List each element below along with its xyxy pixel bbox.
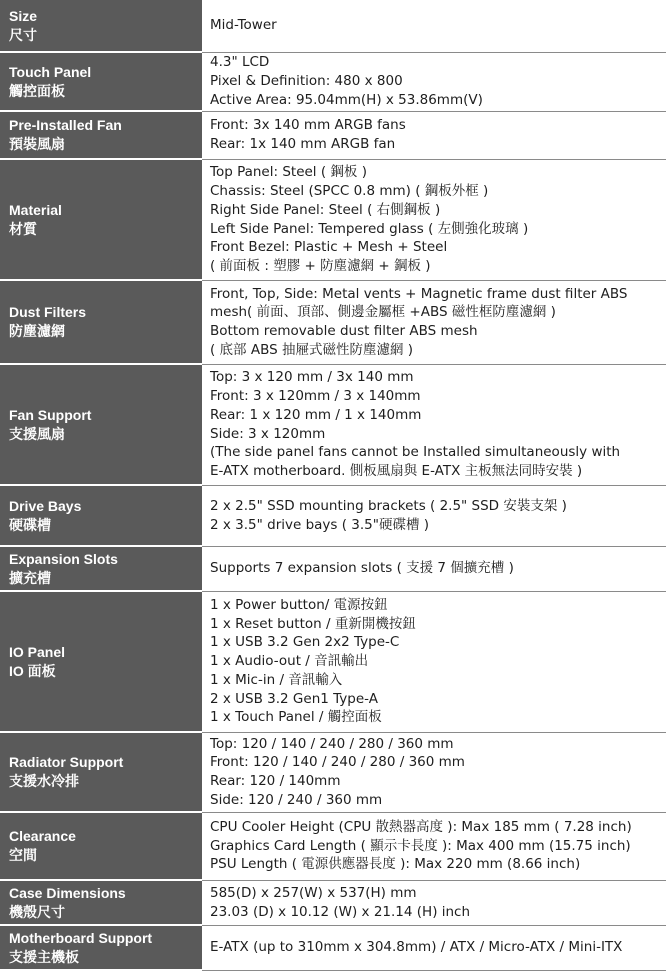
spec-value-line: 4.3" LCD bbox=[210, 54, 270, 71]
spec-label bbox=[0, 52, 202, 111]
spec-value bbox=[202, 925, 666, 970]
spec-value-line: Front: 3x 140 mm ARGB fans bbox=[210, 117, 406, 134]
spec-label-en: Fan Support bbox=[9, 406, 92, 423]
spec-label bbox=[0, 546, 202, 591]
spec-label-en: IO Panel bbox=[9, 643, 66, 660]
spec-label-en: Touch Panel bbox=[9, 63, 92, 80]
spec-value-line: Side: 120 / 240 / 360 mm bbox=[210, 791, 383, 808]
spec-label-zh: 尺寸 bbox=[9, 26, 37, 43]
spec-value-line: (The side panel fans cannot be Installed simultaneously with bbox=[210, 444, 621, 461]
spec-value-line: 2 x 3.5" drive bays ( 3.5"硬碟槽 ) bbox=[210, 516, 430, 533]
spec-value bbox=[202, 546, 666, 591]
spec-label-zh: 預裝風扇 bbox=[9, 136, 65, 152]
spec-label bbox=[0, 591, 202, 732]
spec-value-line: 2 x 2.5" SSD mounting brackets ( 2.5" SSD 安裝支架 ) bbox=[210, 497, 567, 514]
spec-value-line: Supports 7 expansion slots ( 支援 7 個擴充槽 ) bbox=[210, 560, 514, 577]
spec-row-pre-installed-fan bbox=[0, 111, 666, 159]
spec-value-line: 1 x Power button/ 電源按鈕 bbox=[210, 597, 388, 614]
spec-value-line: Side: 3 x 120mm bbox=[210, 425, 326, 442]
spec-value-line: PSU Length ( 電源供應器長度 ): Max 220 mm (8.66 inch) bbox=[210, 856, 581, 873]
spec-value-line: Active Area: 95.04mm(H) x 53.86mm(V) bbox=[210, 91, 483, 108]
spec-value-line: 1 x Mic-in / 音訊輸入 bbox=[210, 671, 343, 688]
spec-label-en: Material bbox=[9, 201, 62, 218]
spec-label-en: Drive Bays bbox=[9, 497, 82, 514]
spec-label bbox=[0, 0, 202, 52]
spec-value-line: Top Panel: Steel ( 鋼板 ) bbox=[210, 164, 367, 181]
spec-row-radiator-support bbox=[0, 732, 666, 812]
spec-value bbox=[202, 52, 666, 111]
spec-value bbox=[202, 732, 666, 812]
spec-value-line: 2 x USB 3.2 Gen1 Type-A bbox=[210, 690, 378, 707]
spec-label bbox=[0, 880, 202, 925]
spec-label-en: Size bbox=[9, 7, 38, 24]
spec-label-zh: 觸控面板 bbox=[9, 82, 65, 99]
spec-value-line: Rear: 1x 140 mm ARGB fan bbox=[210, 136, 396, 152]
spec-value-line: mesh( 前面、頂部、側邊金屬框 +ABS 磁性框防塵濾網 ) bbox=[210, 304, 556, 321]
spec-label-zh: 空間 bbox=[9, 847, 37, 863]
spec-value bbox=[202, 111, 666, 159]
spec-value-line: Pixel & Definition: 480 x 800 bbox=[210, 73, 403, 90]
spec-value-line: Rear: 120 / 140mm bbox=[210, 773, 341, 789]
spec-label-zh: 支援水冷排 bbox=[9, 773, 79, 789]
spec-label bbox=[0, 925, 202, 970]
spec-label-en: Expansion Slots bbox=[9, 550, 118, 567]
spec-value-line: Front: 120 / 140 / 240 / 280 / 360 mm bbox=[210, 754, 465, 771]
spec-value-line: Front: 3 x 120mm / 3 x 140mm bbox=[210, 388, 421, 405]
spec-value-line: 1 x Reset button / 重新開機按鈕 bbox=[210, 615, 416, 632]
spec-value-line: Mid-Tower bbox=[210, 17, 277, 34]
spec-label-en: Case Dimensions bbox=[9, 884, 126, 901]
spec-label-zh: 材質 bbox=[9, 220, 37, 237]
spec-label-en: Dust Filters bbox=[9, 304, 87, 320]
spec-value-line: E-ATX motherboard. 側板風扇與 E-ATX 主板無法同時安裝 ) bbox=[210, 462, 583, 479]
spec-value-line: Front Bezel: Plastic + Mesh + Steel bbox=[210, 239, 448, 256]
spec-value-line: 1 x Audio-out / 音訊輸出 bbox=[210, 653, 369, 670]
spec-label bbox=[0, 732, 202, 812]
spec-value-line: 1 x Touch Panel / 觸控面板 bbox=[210, 709, 382, 726]
spec-row-drive-bays bbox=[0, 485, 666, 546]
spec-label-zh: 機殼尺寸 bbox=[9, 903, 65, 920]
spec-value-line: 1 x USB 3.2 Gen 2x2 Type-C bbox=[210, 634, 400, 651]
spec-label bbox=[0, 485, 202, 546]
spec-row-case-dimensions bbox=[0, 880, 666, 925]
spec-label-zh: 擴充槽 bbox=[9, 569, 51, 586]
spec-row-expansion-slots bbox=[0, 546, 666, 591]
spec-label-zh: IO 面板 bbox=[9, 662, 56, 679]
spec-label-zh: 支援風扇 bbox=[9, 425, 65, 442]
spec-value-line: Chassis: Steel (SPCC 0.8 mm) ( 鋼板外框 ) bbox=[210, 183, 489, 200]
spec-value-line: Bottom removable dust filter ABS mesh bbox=[210, 323, 478, 339]
spec-label bbox=[0, 364, 202, 485]
spec-label-zh: 支援主機板 bbox=[9, 948, 79, 965]
spec-value-line: 23.03 (D) x 10.12 (W) x 21.14 (H) inch bbox=[210, 903, 471, 920]
spec-value-line: ( 前面板 : 塑膠 + 防塵濾網 + 鋼板 ) bbox=[210, 257, 431, 274]
spec-label bbox=[0, 159, 202, 280]
spec-row-material bbox=[0, 159, 666, 280]
spec-value-line: Rear: 1 x 120 mm / 1 x 140mm bbox=[210, 406, 422, 423]
spec-value bbox=[202, 591, 666, 732]
spec-label-en: Pre-Installed Fan bbox=[9, 117, 122, 133]
spec-value-line: Top: 3 x 120 mm / 3x 140 mm bbox=[210, 369, 414, 386]
spec-label-en: Radiator Support bbox=[9, 754, 124, 770]
spec-label-en: Clearance bbox=[9, 828, 76, 844]
spec-value-line: ( 底部 ABS 抽屜式磁性防塵濾網 ) bbox=[210, 341, 414, 358]
spec-row-motherboard-support bbox=[0, 925, 666, 970]
spec-label-en: Motherboard Support bbox=[9, 929, 153, 946]
spec-value-line: Graphics Card Length ( 顯示卡長度 ): Max 400 mm (15.75 inch) bbox=[210, 837, 631, 854]
spec-value-line: 585(D) x 257(W) x 537(H) mm bbox=[210, 884, 417, 901]
spec-value-line: Left Side Panel: Tempered glass ( 左側強化玻璃 ) bbox=[210, 220, 529, 237]
spec-value bbox=[202, 812, 666, 880]
spec-value-line: Top: 120 / 140 / 240 / 280 / 360 mm bbox=[210, 735, 454, 752]
spec-value-line: Front, Top, Side: Metal vents + Magnetic frame dust filter ABS bbox=[210, 285, 628, 302]
spec-row-fan-support bbox=[0, 364, 666, 485]
spec-value-line: CPU Cooler Height (CPU 散熱器高度 ): Max 185 mm ( 7.28 inch) bbox=[210, 818, 632, 835]
spec-row-dust-filters bbox=[0, 280, 666, 364]
spec-value-line: Right Side Panel: Steel ( 右側鋼板 ) bbox=[210, 201, 441, 218]
spec-row-io-panel bbox=[0, 591, 666, 732]
spec-value-line: E-ATX (up to 310mm x 304.8mm) / ATX / Micro-ATX / Mini-ITX bbox=[210, 939, 623, 956]
spec-value bbox=[202, 880, 666, 925]
spec-label-zh: 防塵濾網 bbox=[9, 323, 65, 339]
spec-label bbox=[0, 812, 202, 880]
spec-value bbox=[202, 0, 666, 52]
spec-label-zh: 硬碟槽 bbox=[9, 516, 51, 533]
spec-value bbox=[202, 280, 666, 364]
spec-value bbox=[202, 485, 666, 546]
spec-label bbox=[0, 111, 202, 159]
spec-row-touch-panel bbox=[0, 52, 666, 111]
spec-row-clearance bbox=[0, 812, 666, 880]
spec-row-size bbox=[0, 0, 666, 52]
spec-value bbox=[202, 159, 666, 280]
spec-label bbox=[0, 280, 202, 364]
spec-value bbox=[202, 364, 666, 485]
